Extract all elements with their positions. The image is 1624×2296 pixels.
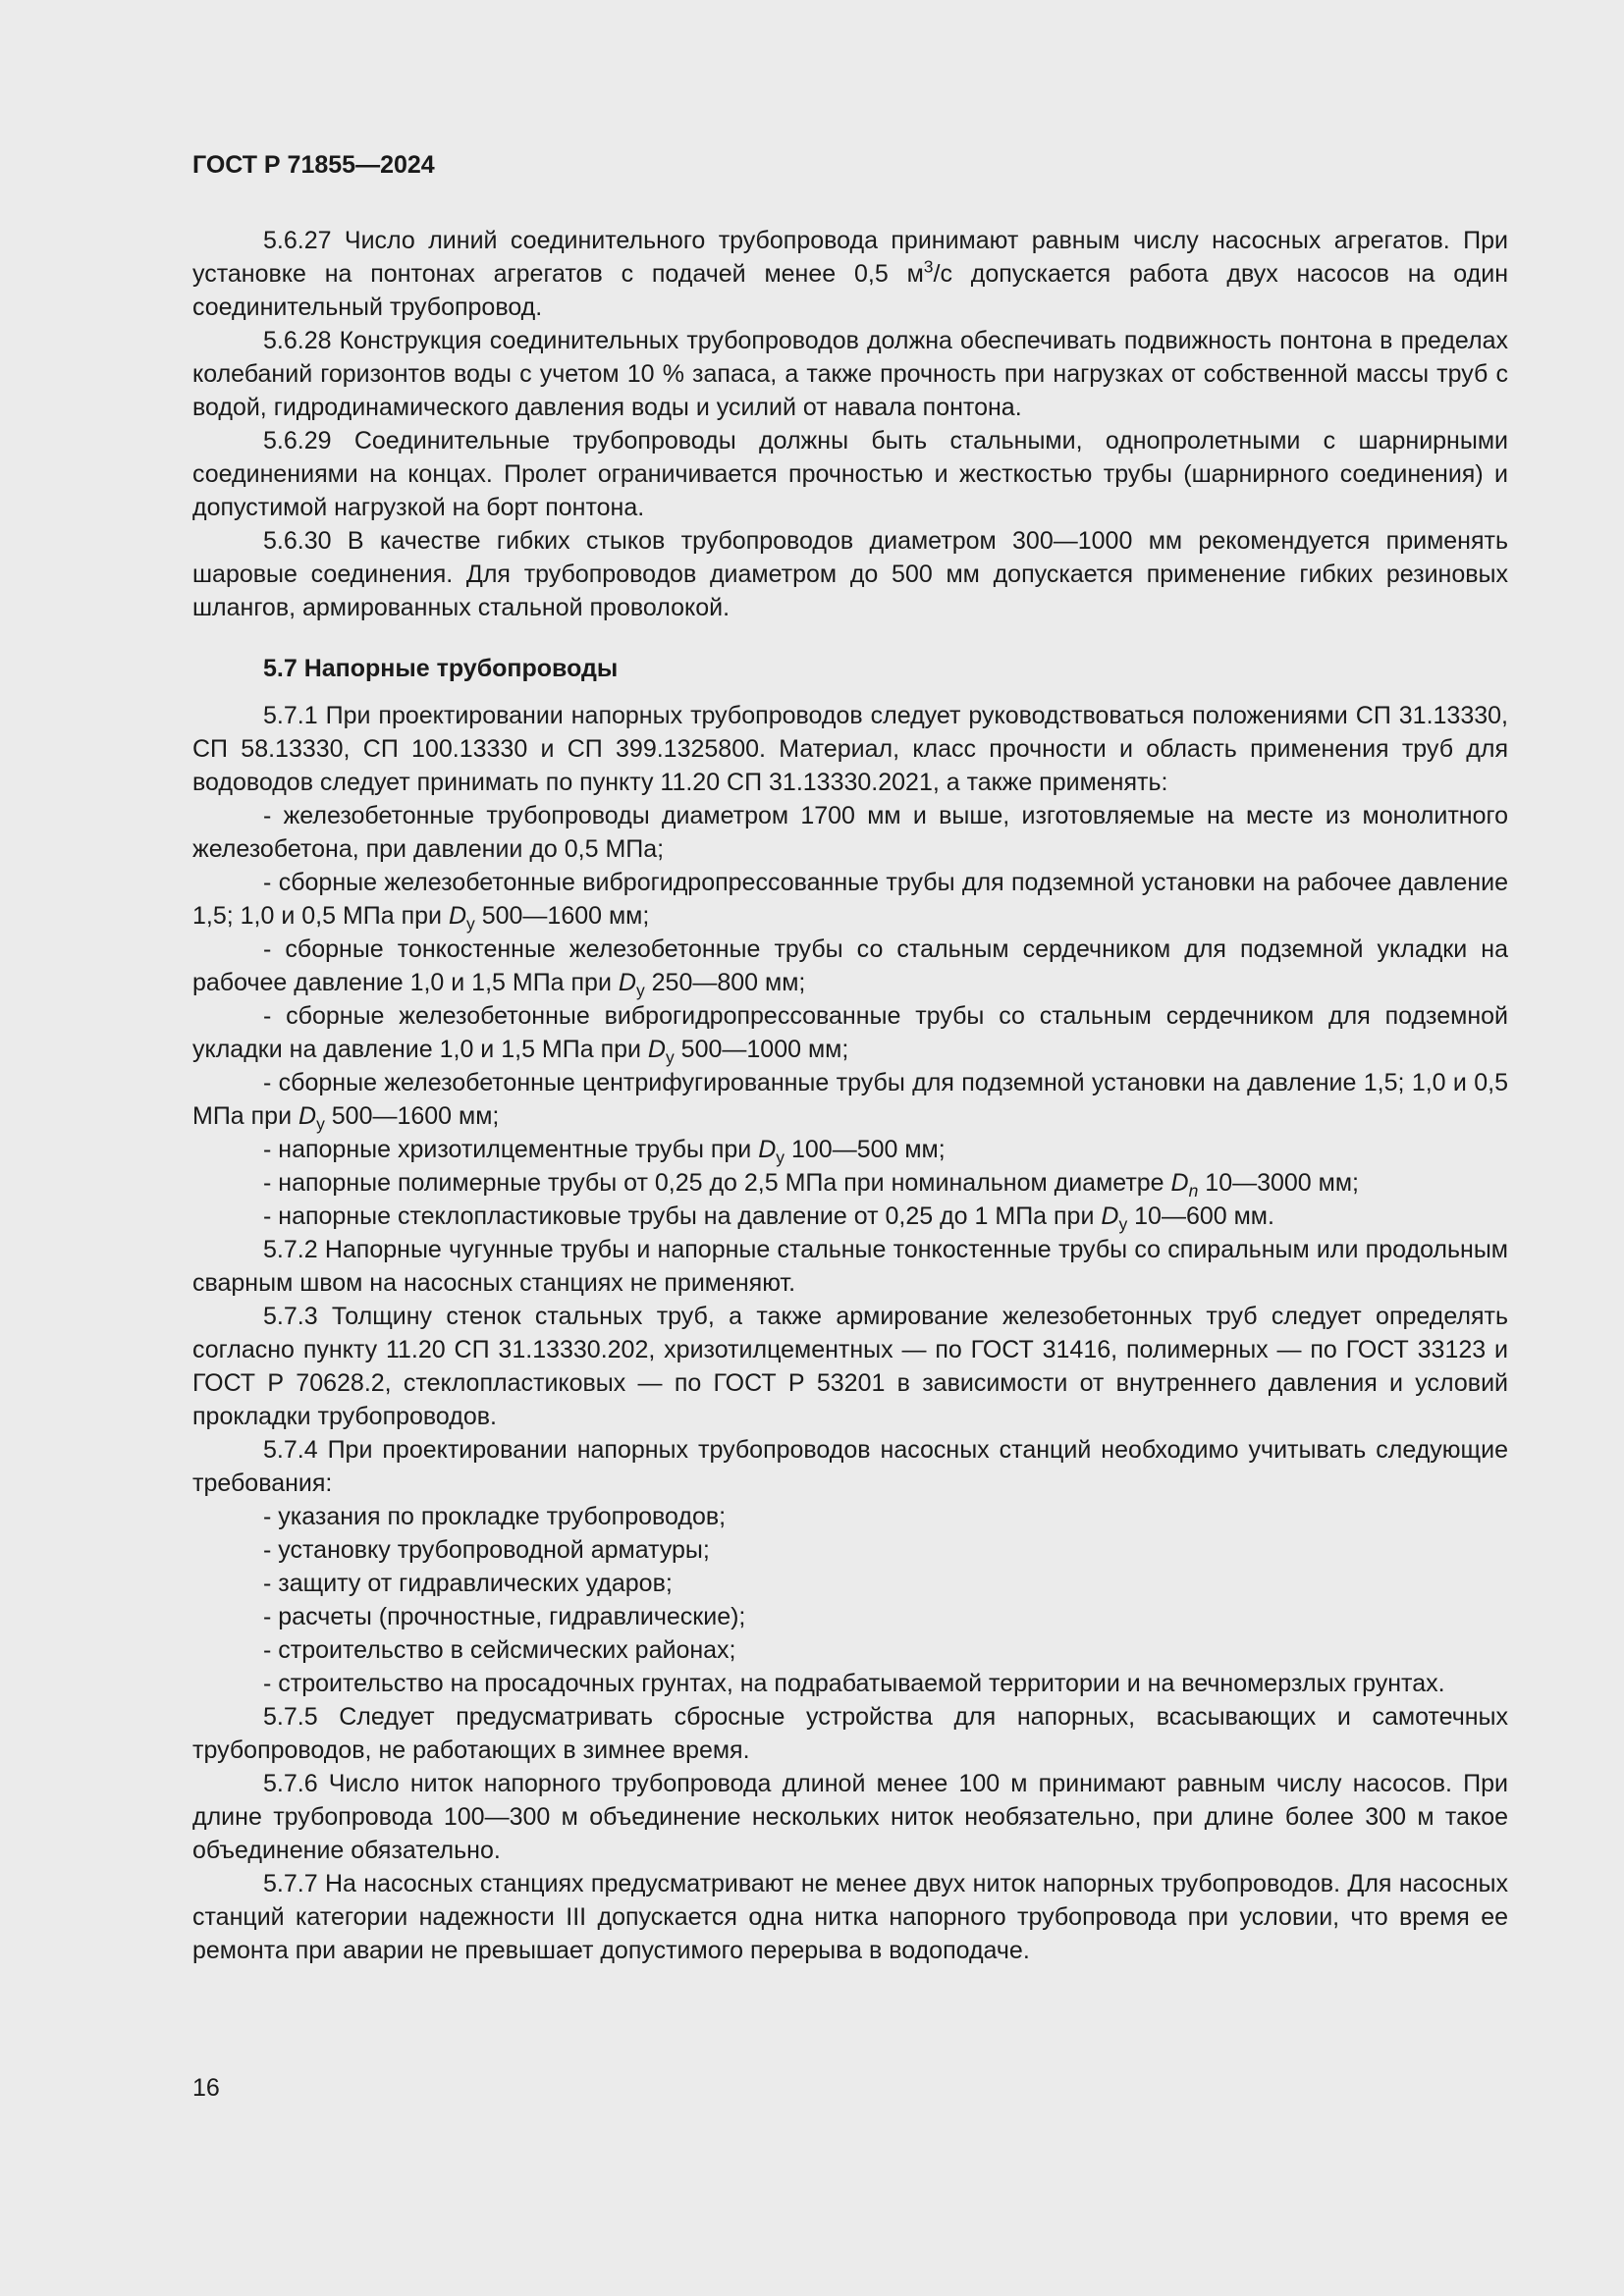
diameter-symbol: D <box>618 969 636 996</box>
list-item: - сборные тонкостенные железобетонные трубы со стальным сердечником для подземной укладки на рабочее давление 1,0 и 1,5 МПа при $D_y$ 250—800 мм; <box>192 935 1508 1000</box>
diameter-symbol: D <box>298 1102 317 1130</box>
list-item: - установку трубопроводной арматуры; <box>263 1536 710 1564</box>
list-item: - защиту от гидравлических ударов; <box>263 1570 673 1597</box>
paragraph-5-7-3: 5.7.3 Толщину стенок стальных труб, а также армирование железобетонных труб следует определять согласно пункту 11.20 СП 31.13330.202, хризотилцементных — по ГОСТ 31416, полимерных — по ГОСТ 33123 и ГОСТ Р 70628.2, стеклопластиковых — по ГОСТ Р 53201 в зависимости от внутреннего давления и условий прокладки трубопроводов. <box>192 1303 1508 1430</box>
list-item: - железобетонные трубопроводы диаметром 1700 мм и выше, изготовляемые на месте из монолитного железобетона, при давлении до 0,5 МПа; <box>192 802 1508 863</box>
list-item: - сборные железобетонные центрифугированные трубы для подземной установки на давление 1,5; 1,0 и 0,5 МПа при $D_y$ 500—1600 мм; <box>192 1069 1508 1134</box>
pipe-types-list <box>192 799 1508 1233</box>
paragraph-5-6-29: 5.6.29 Соединительные трубопроводы должны быть стальными, однопролетными с шарнирными соединениями на концах. Пролет ограничивается прочностью и жесткостью трубы (шарнирного соединения) и допустимой нагрузкой на борт понтона. <box>192 427 1508 521</box>
diameter-symbol: D <box>647 1036 666 1063</box>
list-item: - расчеты (прочностные, гидравлические); <box>263 1603 746 1630</box>
paragraph-5-6-27: 5.6.27 Число линий соединительного трубопровода принимают равным числу насосных агрегатов. При установке на понтонах агрегатов с подачей менее 0,5 $м^3/с$ допускается работа двух насосов на один соединительный трубопровод. <box>192 227 1508 321</box>
paragraph-5-7-4: 5.7.4 При проектировании напорных трубопроводов насосных станций необходимо учитывать следующие требования: <box>192 1436 1508 1497</box>
paragraph-5-6-30: 5.6.30 В качестве гибких стыков трубопроводов диаметром 300—1000 мм рекомендуется применять шаровые соединения. Для трубопроводов диаметром до 500 мм допускается применение гибких резиновых шлангов, армированных стальной проволокой. <box>192 527 1508 621</box>
paragraph-5-6-28: 5.6.28 Конструкция соединительных трубопроводов должна обеспечивать подвижность понтона в пределах колебаний горизонтов воды с учетом 10 % запаса, а также прочность при нагрузках от собственной массы труб с водой, гидродинамического давления воды и усилий от навала понтона. <box>192 327 1508 421</box>
diameter-symbol: D <box>1101 1202 1119 1230</box>
list-item: - напорные стеклопластиковые трубы на давление от 0,25 до 1 МПа при $D_y$ 10—600 мм. <box>263 1202 1274 1234</box>
list-item: - сборные железобетонные виброгидропрессованные трубы для подземной установки на рабочее давление 1,5; 1,0 и 0,5 МПа при $D_y$ 500—1600 мм; <box>192 869 1508 934</box>
list-item: - напорные хризотилцементные трубы при $D_y$ 100—500 мм; <box>263 1136 946 1167</box>
document-header: ГОСТ Р 71855—2024 <box>192 151 435 179</box>
diameter-symbol: D <box>758 1136 777 1163</box>
page-number: 16 <box>192 2074 220 2102</box>
paragraph-5-7-6: 5.7.6 Число ниток напорного трубопровода длиной менее 100 м принимают равным числу насосов. При длине трубопровода 100—300 м объединение нескольких ниток необязательно, при длине более 300 м такое объединение обязательно. <box>192 1770 1508 1864</box>
list-item: - сборные железобетонные виброгидропрессованные трубы со стальным сердечником для подземной укладки на давление 1,0 и 1,5 МПа при $D_y$ 500—1000 мм; <box>192 1002 1508 1067</box>
list-item: - указания по прокладке трубопроводов; <box>263 1503 727 1530</box>
requirements-list <box>192 1500 1508 1700</box>
diameter-symbol: D <box>1170 1169 1189 1197</box>
paragraph-5-7-2: 5.7.2 Напорные чугунные трубы и напорные стальные тонкостенные трубы со спиральным или продольным сварным швом на насосных станциях не применяют. <box>192 1236 1508 1297</box>
paragraph-5-7-1: 5.7.1 При проектировании напорных трубопроводов следует руководствоваться положениями СП 31.13330, СП 58.13330, СП 100.13330 и СП 399.1325800. Материал, класс прочности и область применения труб для водоводов следует принимать по пункту 11.20 СП 31.13330.2021, а также применять: <box>192 702 1508 796</box>
diameter-symbol: D <box>448 902 467 930</box>
paragraph-5-7-7: 5.7.7 На насосных станциях предусматривают не менее двух ниток напорных трубопроводов. Для насосных станций категории надежности III допускается одна нитка напорного трубопровода при условии, что время ее ремонта при аварии не превышает допустимого перерыва в водоподаче. <box>192 1870 1508 1964</box>
list-item: - строительство на просадочных грунтах, на подрабатываемой территории и на вечномерзлых грунтах. <box>263 1670 1445 1697</box>
list-item: - строительство в сейсмических районах; <box>263 1636 736 1664</box>
section-title-5-7: 5.7 Напорные трубопроводы <box>263 655 619 682</box>
list-item: - напорные полимерные трубы от 0,25 до 2,5 МПа при номинальном диаметре $D_n$ 10—3000 мм; <box>263 1169 1359 1201</box>
paragraph-5-7-5: 5.7.5 Следует предусматривать сбросные устройства для напорных, всасывающих и самотечных трубопроводов, не работающих в зимнее время. <box>192 1703 1508 1764</box>
document-body <box>192 224 1508 1967</box>
